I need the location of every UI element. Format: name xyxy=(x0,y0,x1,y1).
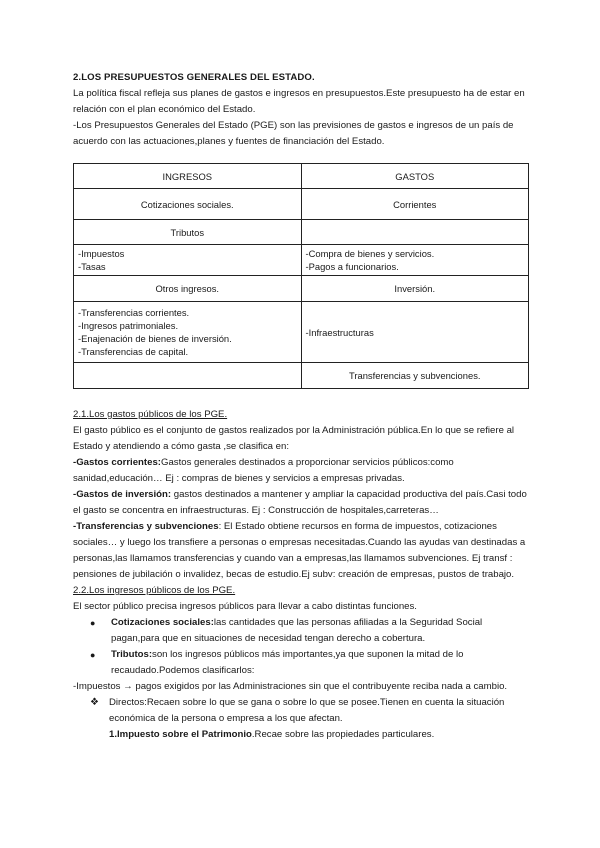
transferencias-subvenciones xyxy=(73,519,533,583)
table-row xyxy=(74,276,529,302)
term-text: Gastos generales destinados a proporcionar servicios públicos:como sanidad,educación… Ej : compras de bienes y servicios a empresas privadas. xyxy=(73,457,454,484)
diamond-bullet-icon: ❖ xyxy=(90,697,99,708)
cell-line: -Transferencias corrientes. xyxy=(78,307,190,318)
header-gastos: GASTOS xyxy=(301,164,529,189)
term-text: : El Estado obtiene recursos en forma de impuestos, cotizaciones sociales… y luego los transfiere a personas o empresas necesitadas.Cuando las ayudas van destinadas a personas,las llamamos transferencias y cuando van a empresas,las llamamos subvenciones. Ej transf : pensiones de jubilación o invalidez, becas de estudio.Ej subv: creación de empresas, pustos de trabajo. xyxy=(73,521,526,580)
cell-otros-ingresos: Otros ingresos. xyxy=(74,276,302,302)
table-row xyxy=(74,302,529,363)
cell-transferencias-list xyxy=(74,302,302,363)
patrimonio-item xyxy=(73,727,533,743)
cell-line: -Impuestos xyxy=(78,248,125,259)
gasto-definition: El gasto público es el conjunto de gastos realizados por la Administración pública.En lo que se refiere al Estado y atendiendo a cómo gasta ,se clasifica en: xyxy=(73,425,515,452)
pge-table xyxy=(73,163,529,389)
document-page xyxy=(73,70,533,743)
pge-definition: -Los Presupuestos Generales del Estado (PGE) son las previsiones de gastos e ingresos de un país de acuerdo con las actuaciones,planes y fuentes de financiación del Estado. xyxy=(73,120,514,147)
cell-cotizaciones: Cotizaciones sociales. xyxy=(74,189,302,220)
gastos-inversion xyxy=(73,487,533,519)
header-ingresos: INGRESOS xyxy=(74,164,302,189)
section-heading: 2.LOS PRESUPUESTOS GENERALES DEL ESTADO. xyxy=(73,72,315,83)
impuestos-definition: -Impuestos → pagos exigidos por las Administraciones sin que el contribuyente reciba nada a cambio. xyxy=(73,681,508,692)
cell-empty xyxy=(301,220,529,245)
table-row xyxy=(74,363,529,389)
term-label: 1.Impuesto sobre el Patrimonio xyxy=(109,729,252,740)
term-label: Tributos: xyxy=(111,649,153,660)
cell-tributos: Tributos xyxy=(74,220,302,245)
term-text: gastos destinados a mantener y ampliar la capacidad productiva del país.Casi todo el gasto se concentra en infraestructuras. Ej : Construcción de hospitales,carreteras… xyxy=(73,489,527,516)
ingresos-list xyxy=(73,615,533,679)
list-item xyxy=(73,695,533,727)
table-row xyxy=(74,220,529,245)
term-text: .Recae sobre las propiedades particulares. xyxy=(251,729,435,740)
cell-line: -Compra de bienes y servicios. xyxy=(305,248,435,259)
gastos-corrientes xyxy=(73,455,533,487)
list-item xyxy=(73,647,533,679)
cell-infraestructuras: -Infraestructuras xyxy=(301,302,529,363)
cell-line: -Ingresos patrimoniales. xyxy=(78,320,179,331)
cell-corrientes: Corrientes xyxy=(301,189,529,220)
cell-line: -Pagos a funcionarios. xyxy=(305,261,399,272)
intro-paragraph: La política fiscal refleja sus planes de gastos e ingresos en presupuestos.Este presupuesto ha de estar en relación con el plan económico del Estado. xyxy=(73,88,525,115)
cell-transferencias-subvenciones: Transferencias y subvenciones. xyxy=(301,363,529,389)
term-label: -Transferencias y subvenciones xyxy=(73,521,219,532)
directos-text: Directos:Recaen sobre lo que se gana o sobre lo que se posee.Tienen en cuenta la situación económica de la persona o empresa a los que afectan. xyxy=(109,697,505,724)
table-row xyxy=(74,189,529,220)
cell-line: -Tasas xyxy=(78,261,106,272)
table-row xyxy=(74,245,529,276)
term-text: son los ingresos públicos más importantes,ya que suponen la mitad de lo recaudado.Podemos clasificarlos: xyxy=(111,649,464,676)
ingresos-definition: El sector público precisa ingresos públicos para llevar a cabo distintas funciones. xyxy=(73,601,417,612)
cell-line: -Enajenación de bienes de inversión. xyxy=(78,333,232,344)
cell-line: -Transferencias de capital. xyxy=(78,346,189,357)
subsection-title-ingresos: 2.2.Los ingresos públicos de los PGE. xyxy=(73,585,236,596)
list-item xyxy=(73,615,533,647)
subsection-title-gastos: 2.1.Los gastos públicos de los PGE. xyxy=(73,409,228,420)
cell-compras-pagos xyxy=(301,245,529,276)
term-text: las cantidades que las personas afiliadas a la Seguridad Social pagan,para que en situaciones de necesidad tengan derecho a cobertura. xyxy=(111,617,483,644)
bullet-icon: ● xyxy=(90,618,96,628)
term-label: Cotizaciones sociales: xyxy=(111,617,214,628)
term-label: -Gastos de inversión: xyxy=(73,489,172,500)
term-label: -Gastos corrientes: xyxy=(73,457,161,468)
cell-empty xyxy=(74,363,302,389)
cell-inversion: Inversión. xyxy=(301,276,529,302)
bullet-icon: ● xyxy=(90,650,96,660)
table-row xyxy=(74,164,529,189)
cell-impuestos-tasas xyxy=(74,245,302,276)
